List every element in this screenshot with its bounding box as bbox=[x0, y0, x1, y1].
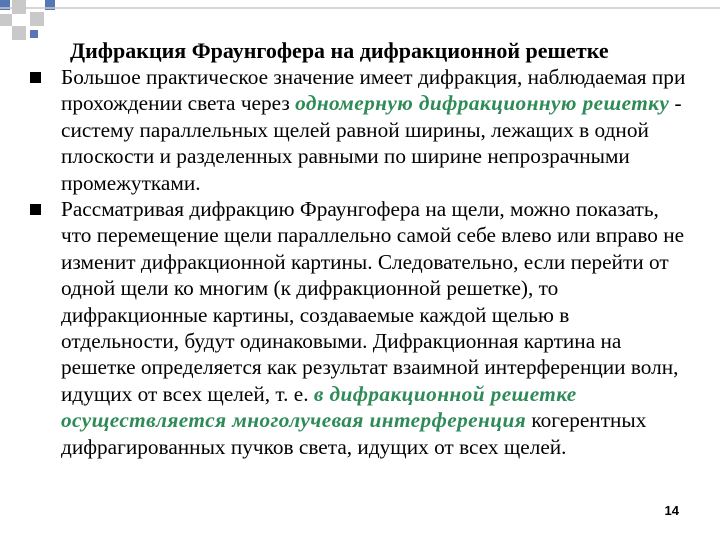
bullet-item bbox=[30, 196, 690, 460]
page-number: 14 bbox=[664, 503, 679, 518]
slide-title: Дифракция Фраунгофера на дифракционной решетке bbox=[70, 38, 609, 63]
deco-square-gray-4 bbox=[12, 26, 26, 40]
bullet-marker-icon bbox=[30, 204, 41, 215]
deco-square-gray-1 bbox=[12, 0, 26, 14]
highlighted-term: в дифракционной решетке осуществляется многолучевая интерференция bbox=[61, 381, 577, 433]
deco-square-blue-3 bbox=[30, 30, 38, 38]
text-run: Большое практическое значение имеет дифракция, наблюдаемая при прохождении света через bbox=[61, 65, 686, 116]
text-run: Рассматривая дифракцию Фраунгофера на щели, можно показать, что перемещение щели параллельно самой себе влево или вправо не изменит дифракционной картины. Следовательно, если перейти от одной щели ко многим (к дифракционной решетке), то дифракционные картины, создаваемые каждой щелью в отдельности, будут одинаковыми. Дифракционная картина на решетке определяется как результат взаимной интерференции волн, идущих от всех щелей, т. е. bbox=[61, 197, 685, 406]
deco-square-gray-3 bbox=[0, 14, 12, 26]
highlighted-term: одномерную дифракционную решетку bbox=[295, 91, 670, 116]
bullet-list bbox=[30, 64, 690, 460]
text-run: когерентных дифрагированных пучков света, идущих от всех щелей. bbox=[61, 408, 647, 459]
bullet-marker-icon bbox=[30, 72, 41, 83]
bullet-item bbox=[30, 64, 690, 196]
bullet-text bbox=[61, 196, 690, 460]
deco-square-gray-2 bbox=[30, 12, 44, 26]
text-run: - систему параллельных щелей равной ширины, лежащих в одной плоскости и разделенных равными по ширине непрозрачными промежутками. bbox=[61, 91, 682, 195]
bullet-text bbox=[61, 64, 690, 196]
